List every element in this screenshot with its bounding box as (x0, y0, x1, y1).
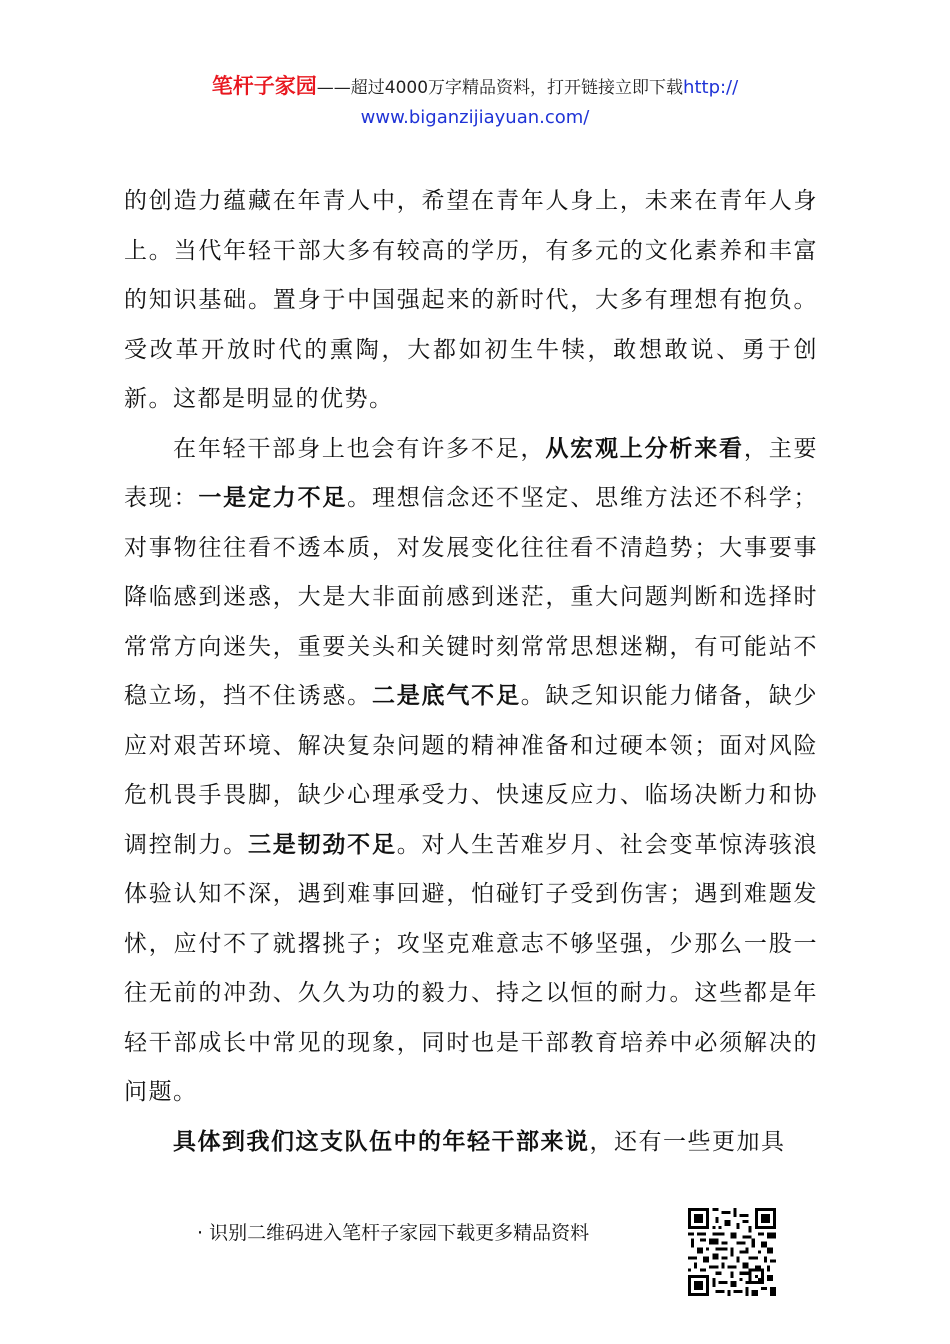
page-header (0, 72, 950, 132)
p3-bold-lead: 具体到我们这支队伍中的年轻干部来说 (173, 1128, 590, 1155)
p2-bold-point-2: 二是底气不足 (371, 683, 521, 709)
header-tagline: ——超过4000万字精品资料，打开链接立即下载 (316, 78, 684, 98)
paragraph-2 (124, 425, 818, 1118)
header-line-2 (0, 103, 950, 132)
brand-name: 笔杆子家园 (211, 74, 317, 98)
p2-text-c: ，主要表现： (124, 435, 819, 511)
p2-bold-point-3: 三是韧劲不足 (247, 831, 397, 858)
header-url-part1[interactable]: http:// (683, 77, 739, 98)
p2-bold-macro: 从宏观上分析来看 (545, 435, 744, 462)
p2-text-g: 。缺乏知识能力储备，缺少应对艰苦环境、解决复杂问题的精神准备和过硬本领；面对风险危机畏手畏脚，缺少心理承受力、快速反应力、临场决断力和协调控制力。 (124, 683, 819, 858)
qr-code-icon[interactable] (688, 1208, 776, 1296)
p3-text-b: ，还有一些更加具 (589, 1128, 786, 1155)
p2-text-i: 。对人生苦难岁月、社会变革惊涛骇浪体验认知不深，遇到难事回避，怕碰钉子受到伤害；遇到难题发怵，应付不了就撂挑子；攻坚克难意志不够坚强，少那么一股一往无前的冲劲、久久为功的毅力、持之以恒的耐力。这些都是年轻干部成长中常见的现象，同时也是干部教育培养中必须解决的问题。 (124, 831, 819, 1105)
paragraph-3 (124, 1118, 818, 1168)
header-url-part2[interactable]: www.biganzijiayuan.com/ (360, 107, 590, 128)
document-body (124, 177, 818, 1167)
header-line-1 (0, 72, 950, 103)
p2-text-a: 在年轻干部身上也会有许多不足， (173, 435, 546, 462)
p2-text-e: 。理想信念还不坚定、思维方法还不科学；对事物往往看不透本质，对发展变化往往看不清趋势；大事要事降临感到迷惑，大是大非面前感到迷茫，重大问题判断和选择时常常方向迷失，重要关头和关键时刻常常思想迷糊，有可能站不稳立场，挡不住诱惑。 (124, 485, 819, 709)
paragraph-1: 的创造力蕴藏在年青人中，希望在青年人身上，未来在青年人身上。当代年轻干部大多有较高的学历，有多元的文化素养和丰富的知识基础。置身于中国强起来的新时代，大多有理想有抱负。受改革开放时代的熏陶，大都如初生牛犊，敢想敢说、勇于创新。这都是明显的优势。 (124, 188, 818, 412)
footer-caption: · 识别二维码进入笔杆子家园下载更多精品资料 (197, 1222, 590, 1244)
p2-bold-point-1: 一是定力不足 (198, 485, 348, 511)
